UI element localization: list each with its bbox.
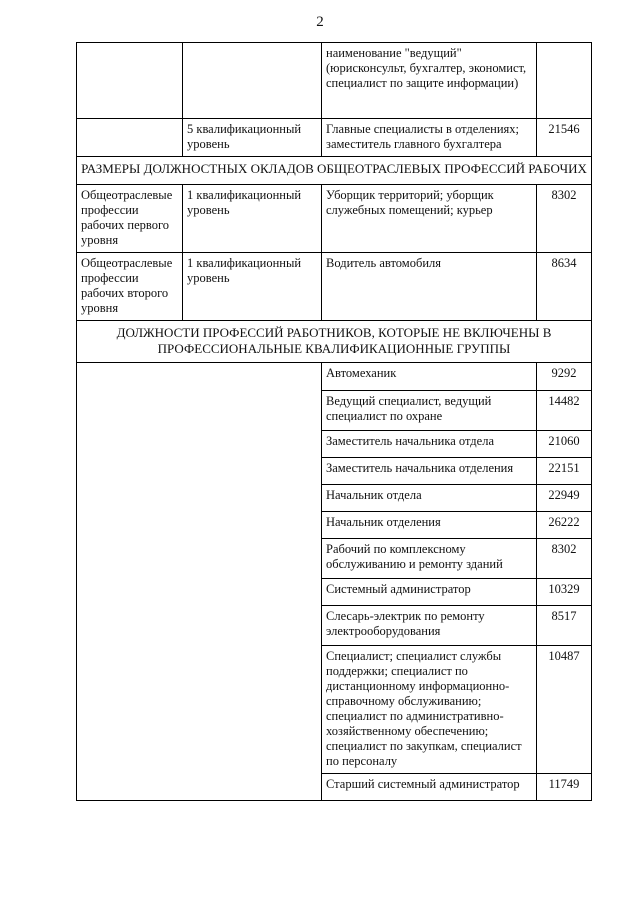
empty-merged-cell: [77, 363, 322, 801]
positions-cell: Уборщик территорий; уборщик служебных помещений; курьер: [322, 185, 537, 253]
salary-cell: 10329: [537, 579, 592, 606]
salary-cell: 14482: [537, 391, 592, 431]
position-cell: Заместитель начальника отделения: [322, 458, 537, 485]
table-row: [77, 43, 592, 119]
position-cell: Заместитель начальника отдела: [322, 431, 537, 458]
salary-cell: 11749: [537, 774, 592, 801]
salary-cell: 22151: [537, 458, 592, 485]
position-cell: Слесарь-электрик по ремонту электрооборудования: [322, 606, 537, 646]
table-row: [77, 363, 592, 391]
salary-cell: 21546: [537, 119, 592, 157]
table-row: [77, 119, 592, 157]
position-cell: Ведущий специалист, ведущий специалист по охране: [322, 391, 537, 431]
group-cell: [77, 43, 183, 119]
section-heading-other: ДОЛЖНОСТИ ПРОФЕССИЙ РАБОТНИКОВ, КОТОРЫЕ НЕ ВКЛЮЧЕНЫ В ПРОФЕССИОНАЛЬНЫЕ КВАЛИФИКАЦИОННЫЕ ГРУППЫ: [77, 321, 592, 363]
section-header-row: [77, 157, 592, 185]
level-cell: 1 квалификационный уровень: [183, 253, 322, 321]
salary-cell: 8517: [537, 606, 592, 646]
level-cell: 1 квалификационный уровень: [183, 185, 322, 253]
page-number: 2: [316, 14, 324, 30]
group-cell: [77, 119, 183, 157]
table-row: [77, 253, 592, 321]
positions-cell: наименование "ведущий" (юрисконсульт, бухгалтер, экономист, специалист по защите информации): [322, 43, 537, 119]
salary-cell: [537, 43, 592, 119]
position-cell: Системный администратор: [322, 579, 537, 606]
group-cell: Общеотраслевые профессии рабочих второго уровня: [77, 253, 183, 321]
position-cell: Автомеханик: [322, 363, 537, 391]
salary-cell: 8634: [537, 253, 592, 321]
section-header-row: [77, 321, 592, 363]
position-cell: Специалист; специалист службы поддержки; специалист по дистанционному информационно-справочному обслуживанию; специалист по административно-хозяйственному обеспечению; специалист по закупкам, специалист по персоналу: [322, 646, 537, 774]
salary-cell: 10487: [537, 646, 592, 774]
section-heading-workers: РАЗМЕРЫ ДОЛЖНОСТНЫХ ОКЛАДОВ ОБЩЕОТРАСЛЕВЫХ ПРОФЕССИЙ РАБОЧИХ: [77, 157, 592, 185]
level-cell: 5 квалификационный уровень: [183, 119, 322, 157]
position-cell: Начальник отдела: [322, 485, 537, 512]
salary-cell: 8302: [537, 185, 592, 253]
position-cell: Начальник отделения: [322, 512, 537, 539]
position-cell: Старший системный администратор: [322, 774, 537, 801]
position-cell: Рабочий по комплексному обслуживанию и ремонту зданий: [322, 539, 537, 579]
positions-cell: Водитель автомобиля: [322, 253, 537, 321]
table-row: [77, 185, 592, 253]
group-cell: Общеотраслевые профессии рабочих первого уровня: [77, 185, 183, 253]
salary-cell: 21060: [537, 431, 592, 458]
salary-cell: 8302: [537, 539, 592, 579]
salary-cell: 22949: [537, 485, 592, 512]
positions-cell: Главные специалисты в отделениях; заместитель главного бухгалтера: [322, 119, 537, 157]
salary-table: [76, 42, 592, 801]
salary-cell: 26222: [537, 512, 592, 539]
level-cell: [183, 43, 322, 119]
salary-cell: 9292: [537, 363, 592, 391]
